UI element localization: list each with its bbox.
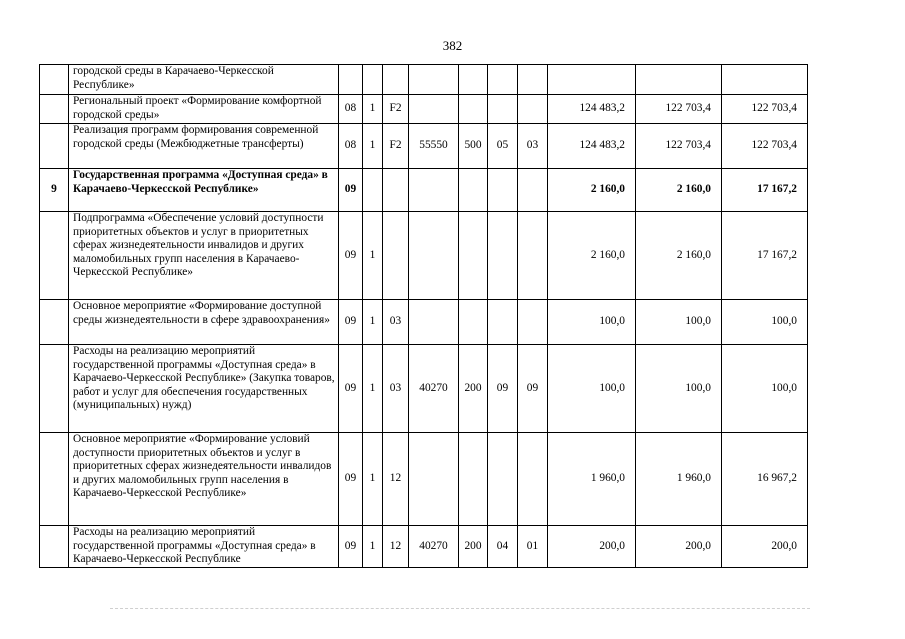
amount-year3-cell: 122 703,4 [722, 95, 808, 124]
amount-year2-cell: 2 160,0 [636, 169, 722, 212]
amount-year2-cell: 122 703,4 [636, 95, 722, 124]
item-name-cell: Расходы на реализацию мероприятий государственной программы «Доступная среда» в Карачаево-Черкесской Республике [69, 526, 339, 568]
program-code-cell: 1 [363, 526, 383, 568]
direction-code-cell: 55550 [409, 124, 459, 169]
table-row [40, 212, 808, 300]
item-name-cell: Региональный проект «Формирование комфортной городской среды» [69, 95, 339, 124]
subprogram-code-cell: 03 [383, 345, 409, 433]
expense-type-cell [459, 300, 488, 345]
subsection-code-cell [518, 169, 548, 212]
table-row [40, 300, 808, 345]
amount-year2-cell: 2 160,0 [636, 212, 722, 300]
expense-type-cell: 200 [459, 526, 488, 568]
amount-year1-cell: 2 160,0 [548, 212, 636, 300]
table-row [40, 169, 808, 212]
program-code-cell: 1 [363, 95, 383, 124]
item-name-cell: Основное мероприятие «Формирование доступной среды жизнедеятельности в сфере здравоохранения» [69, 300, 339, 345]
row-number-cell [40, 212, 69, 300]
footer-divider [110, 608, 810, 611]
program-code-cell: 1 [363, 124, 383, 169]
row-number-cell [40, 433, 69, 526]
amount-year1-cell: 1 960,0 [548, 433, 636, 526]
amount-year1-cell: 2 160,0 [548, 169, 636, 212]
direction-code-cell [409, 433, 459, 526]
amount-year2-cell: 100,0 [636, 345, 722, 433]
expense-type-cell: 500 [459, 124, 488, 169]
subprogram-code-cell: 12 [383, 433, 409, 526]
section-code-cell: 04 [488, 526, 518, 568]
amount-year2-cell: 200,0 [636, 526, 722, 568]
item-name-cell: Реализация программ формирования современной городской среды (Межбюджетные трансферты) [69, 124, 339, 169]
section-code-cell [488, 65, 518, 95]
ministry-code-cell: 09 [339, 169, 363, 212]
direction-code-cell: 40270 [409, 526, 459, 568]
amount-year2-cell: 122 703,4 [636, 124, 722, 169]
expense-type-cell [459, 95, 488, 124]
program-code-cell: 1 [363, 433, 383, 526]
section-code-cell [488, 169, 518, 212]
subprogram-code-cell [383, 212, 409, 300]
amount-year1-cell: 200,0 [548, 526, 636, 568]
subprogram-code-cell [383, 169, 409, 212]
item-name-cell: городской среды в Карачаево-Черкесской Республике» [69, 65, 339, 95]
program-code-cell [363, 169, 383, 212]
direction-code-cell [409, 65, 459, 95]
direction-code-cell [409, 95, 459, 124]
subsection-code-cell: 01 [518, 526, 548, 568]
expense-type-cell [459, 65, 488, 95]
row-number-cell [40, 345, 69, 433]
item-name-cell: Расходы на реализацию мероприятий государственной программы «Доступная среда» в Карачаево-Черкесской Республике» (Закупка товаров, работ и услуг для обеспечения государственных (муниципальных) нужд) [69, 345, 339, 433]
row-number-cell [40, 124, 69, 169]
row-number-cell [40, 95, 69, 124]
expense-type-cell [459, 169, 488, 212]
ministry-code-cell: 09 [339, 212, 363, 300]
subsection-code-cell [518, 65, 548, 95]
amount-year1-cell: 100,0 [548, 345, 636, 433]
amount-year3-cell: 16 967,2 [722, 433, 808, 526]
table-row [40, 433, 808, 526]
row-number-cell: 9 [40, 169, 69, 212]
subprogram-code-cell: 12 [383, 526, 409, 568]
amount-year3-cell: 100,0 [722, 345, 808, 433]
subsection-code-cell [518, 212, 548, 300]
page-number: 382 [442, 38, 463, 53]
section-code-cell: 05 [488, 124, 518, 169]
amount-year1-cell: 124 483,2 [548, 95, 636, 124]
ministry-code-cell: 09 [339, 300, 363, 345]
program-code-cell: 1 [363, 212, 383, 300]
amount-year3-cell [722, 65, 808, 95]
expense-type-cell [459, 433, 488, 526]
subsection-code-cell [518, 95, 548, 124]
ministry-code-cell: 09 [339, 526, 363, 568]
subprogram-code-cell: F2 [383, 124, 409, 169]
direction-code-cell [409, 169, 459, 212]
section-code-cell [488, 95, 518, 124]
amount-year1-cell: 100,0 [548, 300, 636, 345]
direction-code-cell: 40270 [409, 345, 459, 433]
ministry-code-cell: 08 [339, 95, 363, 124]
item-name-cell: Государственная программа «Доступная среда» в Карачаево-Черкесской Республике» [69, 169, 339, 212]
program-code-cell: 1 [363, 345, 383, 433]
program-code-cell: 1 [363, 300, 383, 345]
table-row [40, 95, 808, 124]
subprogram-code-cell: F2 [383, 95, 409, 124]
table-row [40, 526, 808, 568]
table-row [40, 65, 808, 95]
table-row [40, 345, 808, 433]
amount-year2-cell: 100,0 [636, 300, 722, 345]
ministry-code-cell: 08 [339, 124, 363, 169]
section-code-cell [488, 300, 518, 345]
subsection-code-cell [518, 433, 548, 526]
section-code-cell [488, 433, 518, 526]
amount-year3-cell: 200,0 [722, 526, 808, 568]
subprogram-code-cell: 03 [383, 300, 409, 345]
program-code-cell [363, 65, 383, 95]
row-number-cell [40, 65, 69, 95]
ministry-code-cell: 09 [339, 433, 363, 526]
section-code-cell: 09 [488, 345, 518, 433]
direction-code-cell [409, 212, 459, 300]
table-row [40, 124, 808, 169]
amount-year1-cell [548, 65, 636, 95]
subprogram-code-cell [383, 65, 409, 95]
amount-year3-cell: 100,0 [722, 300, 808, 345]
row-number-cell [40, 300, 69, 345]
amount-year3-cell: 17 167,2 [722, 212, 808, 300]
amount-year1-cell: 124 483,2 [548, 124, 636, 169]
ministry-code-cell: 09 [339, 345, 363, 433]
item-name-cell: Основное мероприятие «Формирование условий доступности приоритетных объектов и услуг в приоритетных сферах жизнедеятельности инвалидов и других маломобильных групп населения в Карачаево-Черкесской Республике» [69, 433, 339, 526]
section-code-cell [488, 212, 518, 300]
expense-type-cell [459, 212, 488, 300]
subsection-code-cell: 03 [518, 124, 548, 169]
ministry-code-cell [339, 65, 363, 95]
amount-year2-cell [636, 65, 722, 95]
item-name-cell: Подпрограмма «Обеспечение условий доступности приоритетных объектов и услуг в приоритетных сферах жизнедеятельности инвалидов и других маломобильных групп населения в Карачаево-Черкесской Республике» [69, 212, 339, 300]
expense-type-cell: 200 [459, 345, 488, 433]
amount-year3-cell: 122 703,4 [722, 124, 808, 169]
subsection-code-cell [518, 300, 548, 345]
budget-table [39, 64, 808, 568]
row-number-cell [40, 526, 69, 568]
direction-code-cell [409, 300, 459, 345]
subsection-code-cell: 09 [518, 345, 548, 433]
amount-year2-cell: 1 960,0 [636, 433, 722, 526]
amount-year3-cell: 17 167,2 [722, 169, 808, 212]
